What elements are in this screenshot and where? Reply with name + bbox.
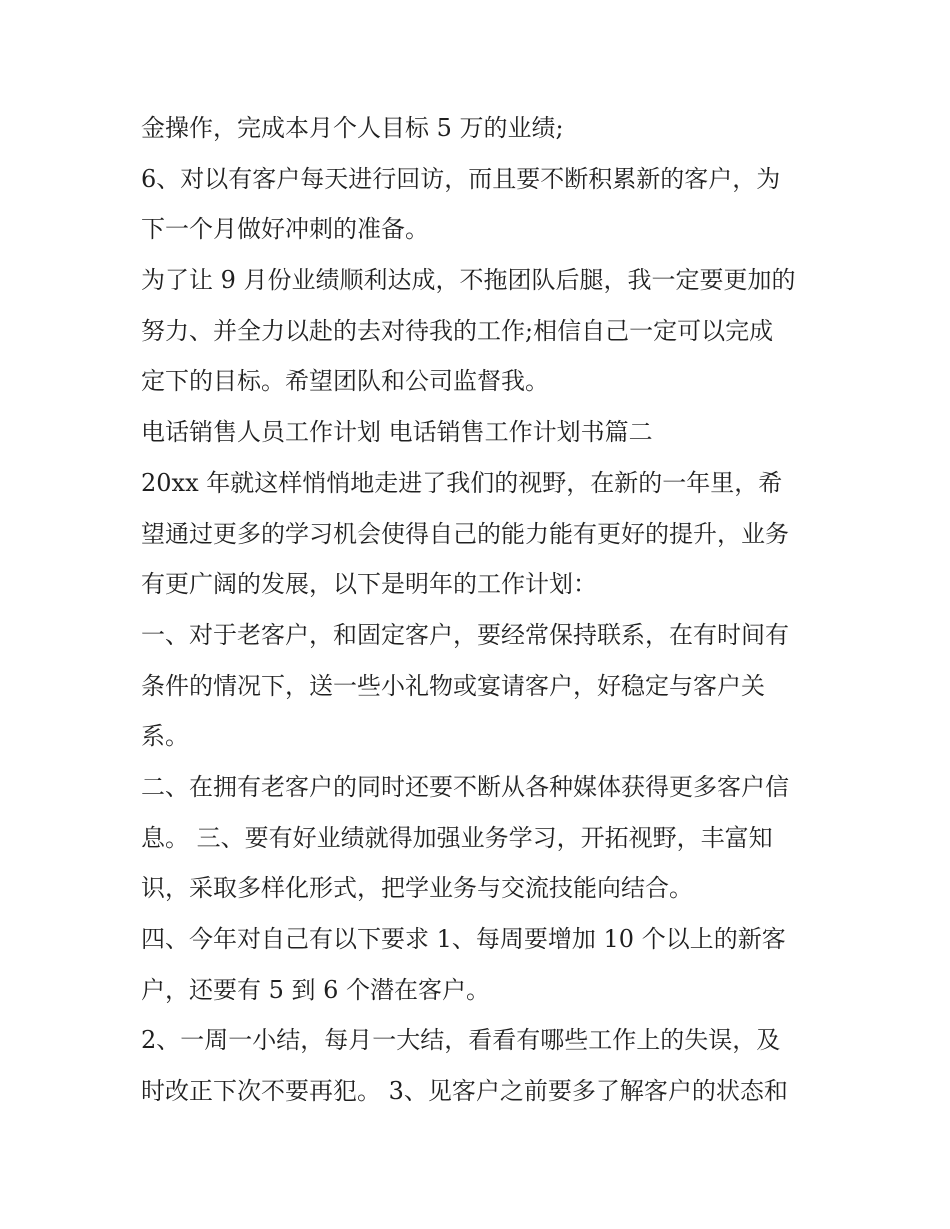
text-line: 息。 三、要有好业绩就得加强业务学习，开拓视野，丰富知 bbox=[141, 823, 773, 852]
section-heading: 电话销售人员工作计划 电话销售工作计划书篇二 bbox=[141, 418, 653, 447]
text-line: 金操作，完成本月个人目标 5 万的业绩; bbox=[141, 114, 564, 142]
text-line: 2、一周一小结，每月一大结，看看有哪些工作上的失误，及 bbox=[141, 1026, 781, 1055]
text-line: 条件的情况下，送一些小礼物或宴请客户，好稳定与客户关 bbox=[141, 671, 765, 700]
text-line: 四、今年对自己有以下要求 1、每周要增加 10 个以上的新客 bbox=[141, 925, 786, 953]
text-line: 为了让 9 月份业绩顺利达成，不拖团队后腿，我一定要更加的 bbox=[141, 266, 796, 295]
text-line: 系。 bbox=[141, 722, 189, 751]
text-line: 下一个月做好冲刺的准备。 bbox=[141, 215, 429, 244]
text-line: 时改正下次不要再犯。 3、见客户之前要多了解客户的状态和 bbox=[141, 1077, 788, 1106]
text-line: 户，还要有 5 到 6 个潜在客户。 bbox=[141, 975, 491, 1004]
text-line: 一、对于老客户，和固定客户，要经常保持联系，在有时间有 bbox=[141, 620, 789, 649]
text-line: 有更广阔的发展，以下是明年的工作计划： bbox=[141, 570, 597, 599]
text-line: 努力、并全力以赴的去对待我的工作;相信自己一定可以完成 bbox=[141, 316, 774, 345]
text-line: 6、对以有客户每天进行回访，而且要不断积累新的客户，为 bbox=[141, 164, 781, 193]
text-line: 20xx 年就这样悄悄地走进了我们的视野，在新的一年里，希 bbox=[141, 468, 783, 497]
text-line: 望通过更多的学习机会使得自己的能力能有更好的提升，业务 bbox=[141, 519, 789, 548]
text-line: 识，采取多样化形式，把学业务与交流技能向结合。 bbox=[141, 874, 693, 903]
text-line: 二、在拥有老客户的同时还要不断从各种媒体获得更多客户信 bbox=[141, 772, 789, 801]
text-line: 定下的目标。希望团队和公司监督我。 bbox=[141, 367, 549, 396]
document-body bbox=[141, 103, 821, 1117]
